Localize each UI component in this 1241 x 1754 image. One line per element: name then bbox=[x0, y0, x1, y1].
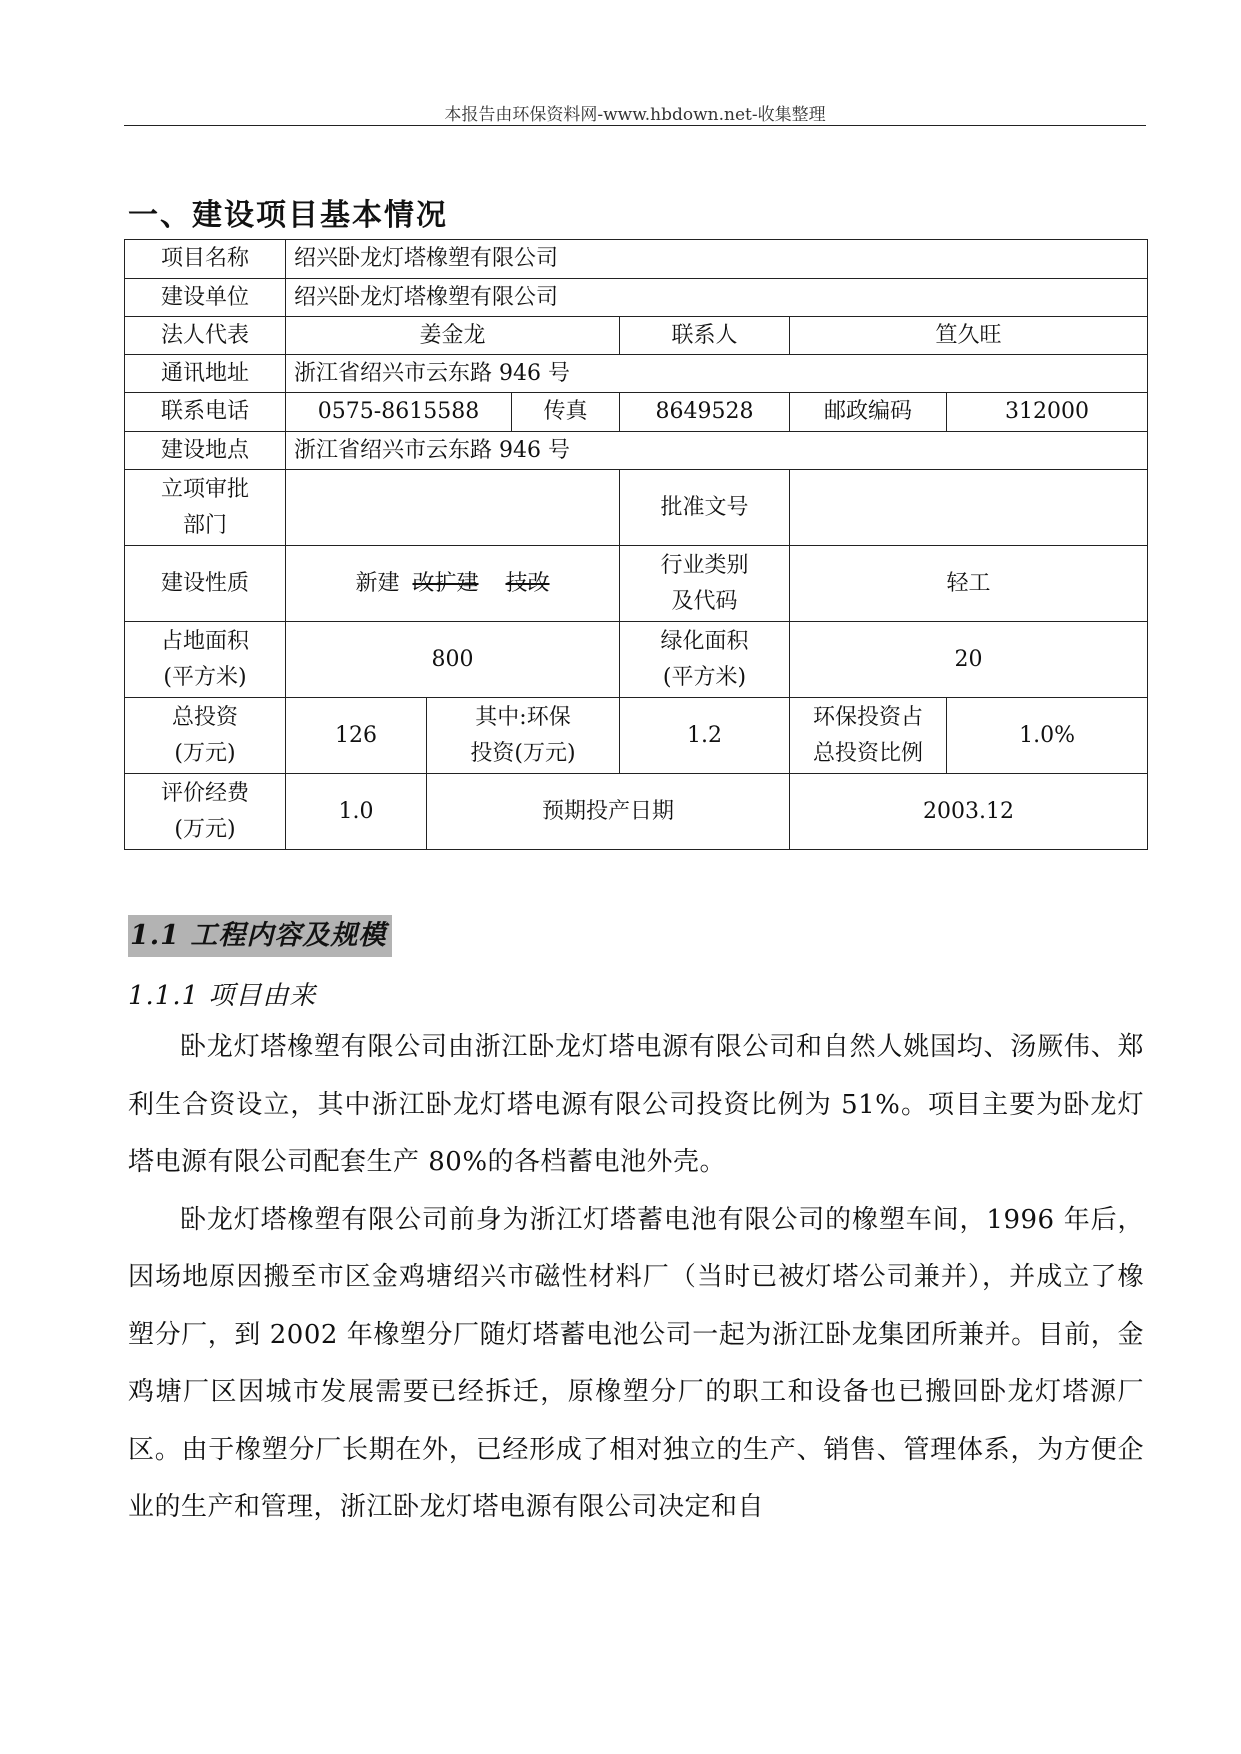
industry-label-line-1: 行业类别 bbox=[660, 552, 749, 578]
postcode-label: 邮政编码 bbox=[790, 393, 947, 432]
table-row bbox=[125, 393, 1148, 432]
fax-label: 传真 bbox=[543, 399, 588, 424]
green-area-label-line-1: 绿化面积 bbox=[660, 628, 749, 654]
production-date-value: 2003.12 bbox=[790, 774, 1148, 850]
approval-dept-label bbox=[125, 470, 286, 546]
table-row bbox=[125, 355, 1148, 393]
env-invest-value: 1.2 bbox=[620, 698, 790, 774]
nature-label: 建设性质 bbox=[125, 546, 286, 622]
project-name-value: 绍兴卧龙灯塔橡塑有限公司 bbox=[286, 240, 1148, 279]
eval-fee-label bbox=[125, 774, 286, 850]
fax-value: 8649528 bbox=[620, 393, 790, 432]
total-invest-label-line-1: 总投资 bbox=[171, 704, 238, 730]
industry-label-line-2: 及代码 bbox=[671, 588, 738, 614]
table-row bbox=[125, 622, 1148, 698]
legal-rep-label: 法人代表 bbox=[125, 317, 286, 355]
approval-no-value bbox=[790, 470, 1148, 546]
legal-rep-value: 姜金龙 bbox=[286, 317, 620, 355]
site-value: 浙江省绍兴市云东路 946 号 bbox=[286, 432, 1148, 470]
subsubsection-title: 1.1.1 项目由来 bbox=[128, 981, 317, 1011]
total-invest-label-line-2: (万元) bbox=[174, 740, 236, 766]
page-header: 本报告由环保资料网-www.hbdown.net-收集整理 bbox=[444, 105, 826, 125]
body-text bbox=[128, 1019, 1144, 1537]
nature-new: 新建 bbox=[355, 570, 400, 596]
industry-value: 轻工 bbox=[790, 546, 1148, 622]
subsection-title: 1.1 工程内容及规模 bbox=[128, 915, 392, 957]
phone-label: 联系电话 bbox=[125, 393, 286, 432]
nature-expand-struck: 改扩建 bbox=[412, 570, 479, 596]
approval-dept-label-line-2: 部门 bbox=[182, 512, 227, 538]
env-invest-label bbox=[427, 698, 620, 774]
site-label: 建设地点 bbox=[125, 432, 286, 470]
header-divider bbox=[124, 125, 1146, 126]
env-ratio-label bbox=[790, 698, 947, 774]
industry-label bbox=[620, 546, 790, 622]
approval-dept-label-line-1: 立项审批 bbox=[160, 476, 249, 502]
eval-fee-label-line-1: 评价经费 bbox=[160, 780, 249, 806]
nature-tech-struck: 技改 bbox=[505, 570, 550, 596]
green-area-value: 20 bbox=[790, 622, 1148, 698]
table-row bbox=[125, 546, 1148, 622]
total-invest-label bbox=[125, 698, 286, 774]
land-area-label-line-1: 占地面积 bbox=[160, 628, 249, 654]
phone-fax-cell bbox=[286, 393, 620, 432]
nature-value bbox=[286, 546, 620, 622]
env-ratio-label-line-2: 总投资比例 bbox=[812, 740, 923, 766]
production-date-label: 预期投产日期 bbox=[427, 774, 790, 850]
table-row bbox=[125, 774, 1148, 850]
land-area-value: 800 bbox=[286, 622, 620, 698]
eval-fee-value: 1.0 bbox=[286, 774, 427, 850]
paragraph: 卧龙灯塔橡塑有限公司前身为浙江灯塔蓄电池有限公司的橡塑车间，1996 年后，因场地原因搬至市区金鸡塘绍兴市磁性材料厂（当时已被灯塔公司兼并），并成立了橡塑分厂，到 2002 年橡塑分厂随灯塔蓄电池公司一起为浙江卧龙集团所兼并。目前，金鸡塘厂区因城市发展需要已经拆迁，原橡塑分厂的职工和设备也已搬回卧龙灯塔源厂区。由于橡塑分厂长期在外，已经形成了相对独立的生产、销售、管理体系，为方便企业的生产和管理，浙江卧龙灯塔电源有限公司决定和自 bbox=[128, 1204, 1144, 1522]
approval-dept-value bbox=[286, 470, 620, 546]
project-info-table bbox=[124, 239, 1148, 850]
table-row bbox=[125, 698, 1148, 774]
phone-value: 0575-8615588 bbox=[286, 393, 512, 431]
address-value: 浙江省绍兴市云东路 946 号 bbox=[286, 355, 1148, 393]
builder-value: 绍兴卧龙灯塔橡塑有限公司 bbox=[286, 279, 1148, 317]
table-row bbox=[125, 470, 1148, 546]
contact-label: 联系人 bbox=[620, 317, 790, 355]
eval-fee-label-line-2: (万元) bbox=[174, 816, 236, 842]
section-title: 一、建设项目基本情况 bbox=[128, 198, 448, 233]
land-area-label-line-2: (平方米) bbox=[163, 664, 247, 690]
env-ratio-value: 1.0% bbox=[947, 698, 1148, 774]
builder-label: 建设单位 bbox=[125, 279, 286, 317]
green-area-label-line-2: (平方米) bbox=[662, 664, 747, 690]
total-invest-value: 126 bbox=[286, 698, 427, 774]
env-ratio-label-line-1: 环保投资占 bbox=[812, 704, 923, 730]
contact-value: 笪久旺 bbox=[790, 317, 1148, 355]
table-row bbox=[125, 432, 1148, 470]
env-invest-label-line-2: 投资(万元) bbox=[470, 740, 576, 766]
table-row bbox=[125, 317, 1148, 355]
paragraph: 卧龙灯塔橡塑有限公司由浙江卧龙灯塔电源有限公司和自然人姚国均、汤厥伟、郑利生合资设立，其中浙江卧龙灯塔电源有限公司投资比例为 51%。项目主要为卧龙灯塔电源有限公司配套生产 80%的各档蓄电池外壳。 bbox=[128, 1032, 1144, 1177]
project-name-label: 项目名称 bbox=[125, 240, 286, 279]
green-area-label bbox=[620, 622, 790, 698]
address-label: 通讯地址 bbox=[125, 355, 286, 393]
land-area-label bbox=[125, 622, 286, 698]
table-row bbox=[125, 279, 1148, 317]
env-invest-label-line-1: 其中:环保 bbox=[475, 704, 571, 730]
postcode-value: 312000 bbox=[947, 393, 1148, 432]
table-row bbox=[125, 240, 1148, 279]
approval-no-label: 批准文号 bbox=[620, 470, 790, 546]
